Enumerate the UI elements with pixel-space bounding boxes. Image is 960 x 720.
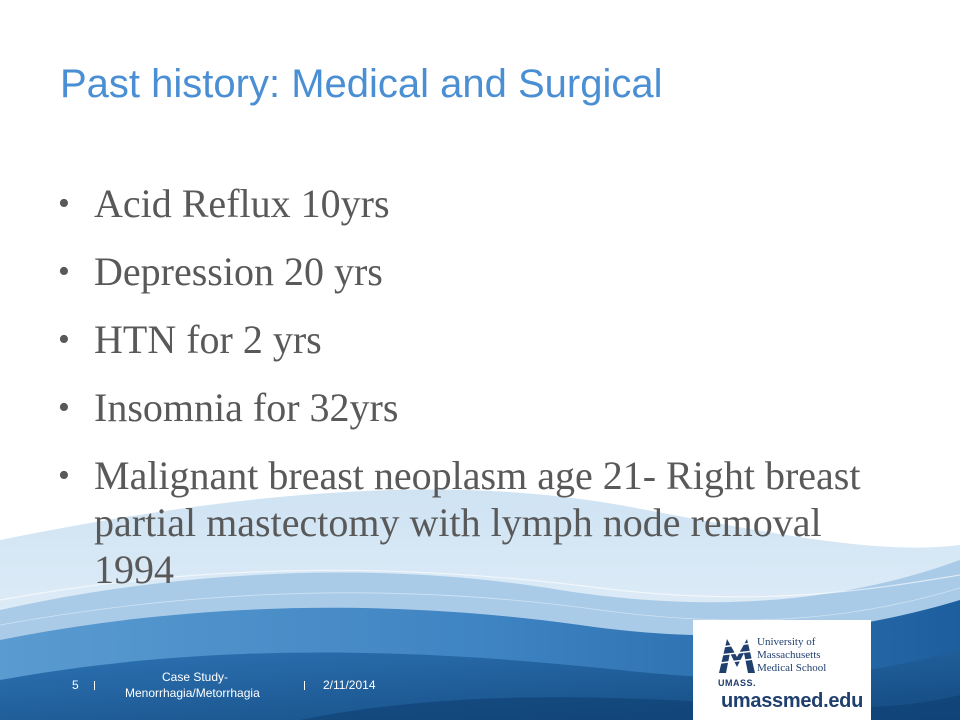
umass-logo	[693, 620, 871, 720]
umass-m-icon	[717, 633, 757, 677]
bullet-text: Insomnia for 32yrs	[94, 385, 399, 430]
umass-wordmark: UMASS.	[718, 678, 757, 688]
page-number: 5	[72, 678, 79, 692]
bullet-text: Acid Reflux 10yrs	[94, 181, 390, 226]
logo-line-1: University of	[757, 636, 816, 648]
bullet-icon: •	[58, 185, 70, 222]
footer-date: 2/11/2014	[323, 678, 376, 692]
footer-separator	[94, 681, 95, 690]
list-item	[58, 316, 898, 363]
bullet-text: HTN for 2 yrs	[94, 317, 322, 362]
logo-line-2: Massachusetts	[757, 649, 821, 661]
bullet-icon: •	[58, 457, 70, 494]
list-item	[58, 384, 898, 431]
list-item	[58, 180, 898, 227]
bullet-text: Depression 20 yrs	[94, 249, 383, 294]
bullet-text: Malignant breast neoplasm age 21- Right breast partial mastectomy with lymph node removal 1994	[94, 453, 861, 592]
list-item	[58, 248, 898, 295]
slide-title: Past history: Medical and Surgical	[60, 62, 663, 106]
list-item	[58, 452, 898, 593]
bullet-list	[58, 180, 898, 614]
presentation-title-line2: Menorrhagia/Metorrhagia	[125, 686, 260, 700]
footer-separator	[304, 681, 305, 690]
bullet-icon: •	[58, 321, 70, 358]
logo-line-3: Medical School	[757, 662, 827, 674]
bullet-icon: •	[58, 389, 70, 426]
presentation-title-line1: Case Study-	[162, 670, 229, 684]
bullet-icon: •	[58, 253, 70, 290]
logo-url: umassmed.edu	[721, 690, 864, 712]
